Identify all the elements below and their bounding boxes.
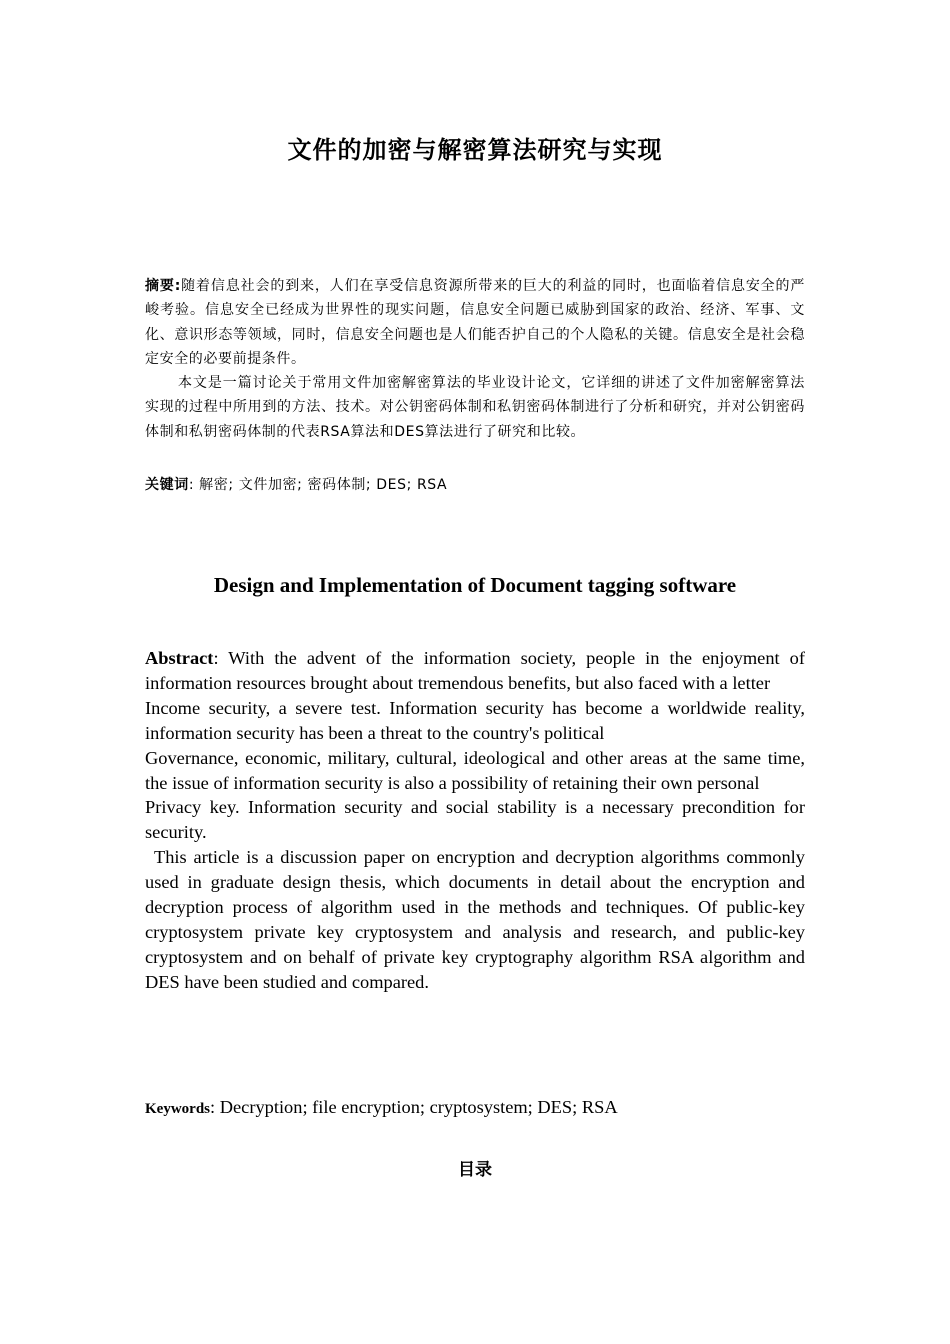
chinese-abstract-paragraph-2: 本文是一篇讨论关于常用文件加密解密算法的毕业设计论文，它详细的讲述了文件加密解密算法实现的过程中所用到的方法、技术。对公钥密码体制和私钥密码体制进行了分析和研究，并对公钥密码体制和私钥密码体制的代表RSA算法和DES算法进行了研究和比较。: [145, 375, 805, 440]
english-abstract-line-3: Governance, economic, military, cultural, ideological and other areas at the same time, the issue of information security is also a possibility of retaining their own personal: [145, 747, 805, 793]
english-abstract-line-2: Income security, a severe test. Information security has become a worldwide reality, information security has been a threat to the country's political: [145, 697, 805, 743]
chinese-abstract-text-1: 随着信息社会的到来，人们在享受信息资源所带来的巨大的利益的同时，也面临着信息安全的严峻考验。信息安全已经成为世界性的现实问题，信息安全问题已威胁到国家的政治、经济、军事、文化、意识形态等领域，同时，信息安全问题也是人们能否护自己的个人隐私的关键。信息安全是社会稳定安全的必要前提条件。: [145, 278, 805, 367]
chinese-abstract-label: 摘要:: [145, 278, 181, 294]
chinese-keywords: [145, 473, 805, 497]
english-abstract-text-1: With the advent of the information society, people in the enjoyment of information resources brought about tremendous benefits, but also faced with a letter: [145, 648, 805, 693]
english-keywords-separator: :: [210, 1097, 220, 1117]
english-abstract: [145, 646, 805, 995]
english-title: Design and Implementation of Document tagging software: [213, 573, 737, 597]
english-keywords-value: Decryption; file encryption; cryptosystem; DES; RSA: [219, 1097, 618, 1117]
chinese-keywords-label: 关键词: [145, 477, 189, 493]
english-abstract-line-4: Privacy key. Information security and social stability is a necessary precondition for security.: [145, 797, 805, 843]
chinese-keywords-value: : 解密; 文件加密; 密码体制; DES; RSA: [188, 477, 448, 493]
english-keywords: [145, 1094, 805, 1122]
english-keywords-label: Keywords: [145, 1101, 210, 1117]
table-of-contents-heading: 目录: [458, 1160, 492, 1180]
english-abstract-line-1: [145, 646, 805, 696]
chinese-abstract-paragraph-1: [145, 274, 805, 371]
chinese-title: 文件的加密与解密算法研究与实现: [287, 136, 663, 164]
chinese-abstract: [145, 274, 805, 444]
english-abstract-separator: :: [213, 648, 229, 668]
english-abstract-label: Abstract: [145, 648, 214, 668]
english-abstract-line-5: This article is a discussion paper on encryption and decryption algorithms commonly used in graduate design thesis, which documents in detail about the encryption and decryption process of algorithm used in the methods and techniques. Of public-key cryptosystem private key cryptosystem and analysis and research, and public-key cryptosystem and on behalf of private key cryptography algorithm RSA algorithm and DES have been studied and compared.: [145, 847, 805, 992]
